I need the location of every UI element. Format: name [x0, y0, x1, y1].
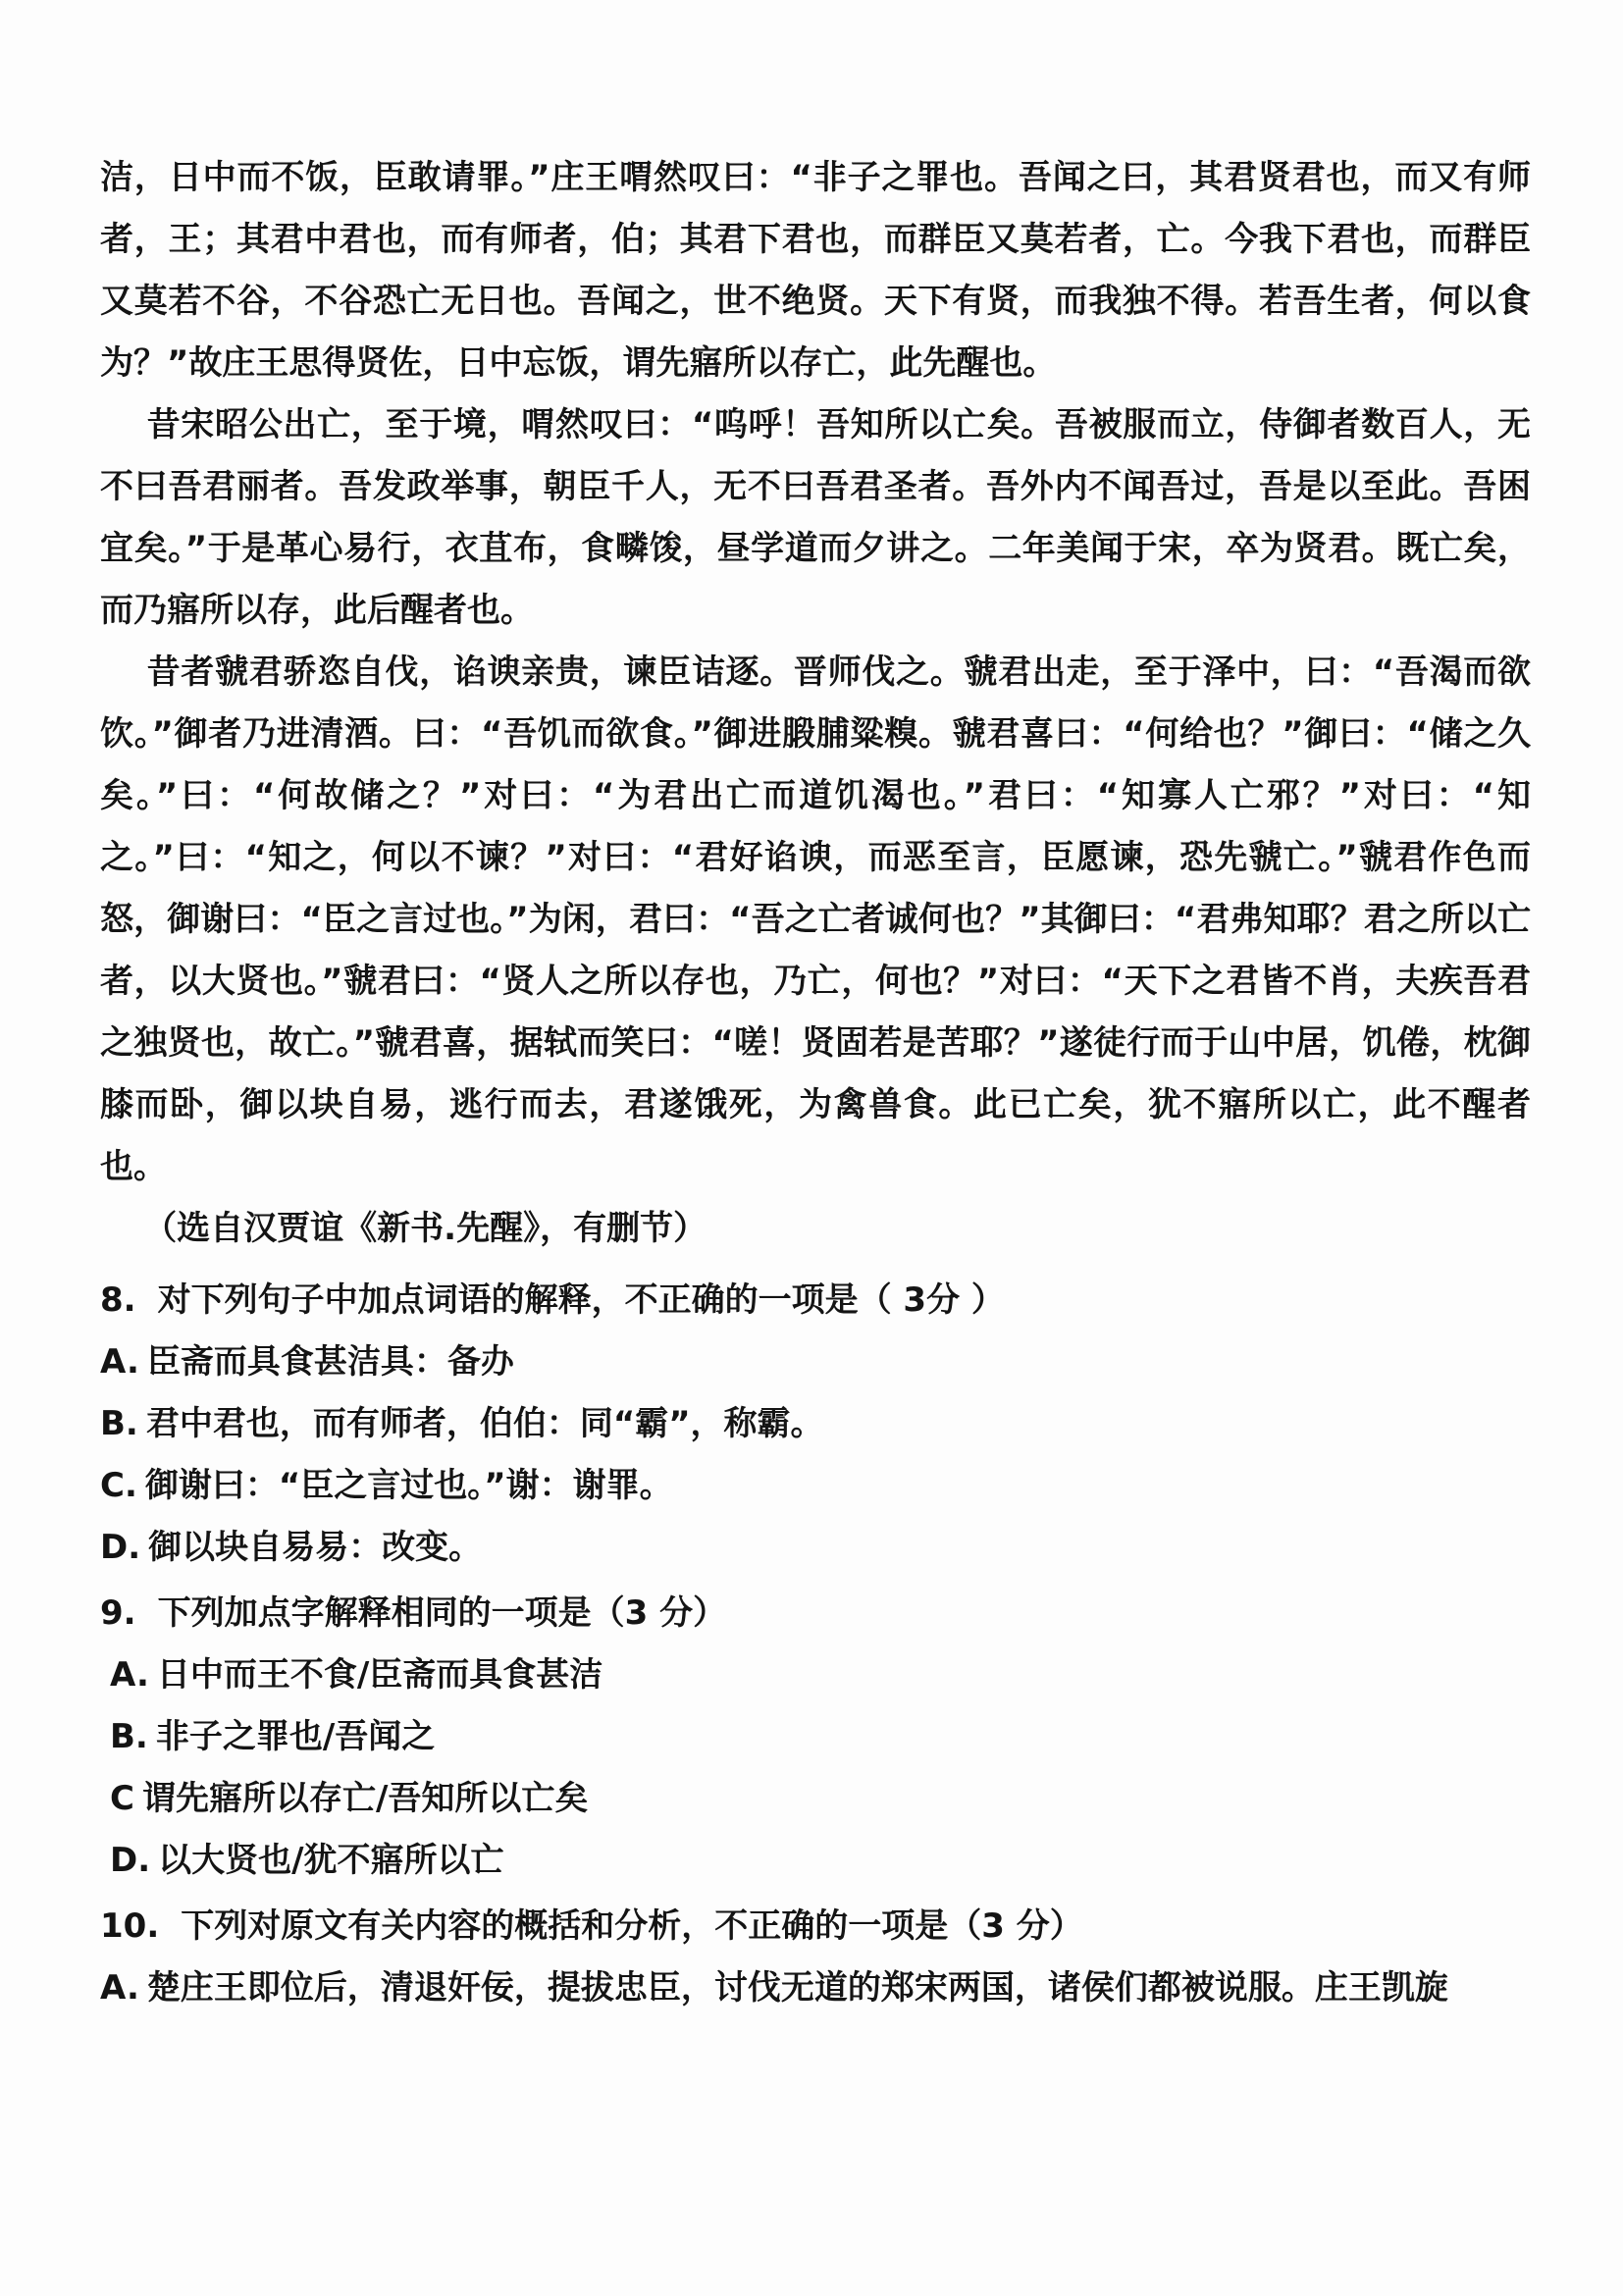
question-8-option-d-text: 御以块自易易：改变。	[148, 1528, 483, 1567]
question-9-option-b	[100, 1706, 1531, 1768]
question-8-option-d-label: D.	[100, 1528, 141, 1567]
question-8-option-a-text: 臣斋而具食甚洁具：备办	[146, 1342, 514, 1382]
question-9-stem: 下列加点字解释相同的一项是（3 分）	[157, 1593, 727, 1633]
body-paragraph-1: 洁，日中而不饭，臣敢请罪。”庄王喟然叹曰：“非子之罪也。吾闻之曰，其君贤君也，而又有师者，王；其君中君也，而有师者，伯；其君下君也，而群臣又莫若者，亡。今我下君也，而群臣又莫若不谷，不谷恐亡无日也。吾闻之，世不绝贤。天下有贤，而我独不得。若吾生者，何以食为？”故庄王思得贤佐，日中忘饭，谓先寤所以存亡，此先醒也。	[100, 158, 1531, 383]
body-paragraph-3: 昔者虢君骄恣自伐，谄谀亲贵，谏臣诘逐。晋师伐之。虢君出走，至于泽中，曰：“吾渴而欲饮。”御者乃进清酒。曰：“吾饥而欲食。”御进腶脯粱糗。虢君喜曰：“何给也？”御曰：“储之久矣。”曰：“何故储之？”对曰：“为君出亡而道饥渴也。”君曰：“知寡人亡邪？”对曰：“知之。”曰：“知之，何以不谏？”对曰：“君好谄谀，而恶至言，臣愿谏，恐先虢亡。”虢君作色而怒，御谢曰：“臣之言过也。”为闲，君曰：“吾之亡者诚何也？”其御曰：“君弗知耶？君之所以亡者，以大贤也。”虢君曰：“贤人之所以存也，乃亡，何也？”对曰：“天下之君皆不肖，夫疾吾君之独贤也，故亡。”虢君喜，据轼而笑曰：“嗟！贤固若是苦耶？”遂徒行而于山中居，饥倦，枕御膝而卧，御以块自易，逃行而去，君遂饿死，为禽兽食。此已亡矣，犹不寤所以亡，此不醒者也。	[100, 652, 1531, 1186]
question-9-stem-line	[100, 1583, 1531, 1644]
question-9-option-c-text: 谓先寤所以存亡/吾知所以亡矣	[141, 1779, 589, 1818]
question-9-option-a-text: 日中而王不食/臣斋而具食甚洁	[156, 1655, 603, 1695]
question-9-option-b-label: B.	[110, 1717, 148, 1756]
question-8-option-c-text: 御谢曰：“臣之言过也。”谢：谢罪。	[144, 1466, 673, 1505]
question-9	[100, 1583, 1531, 1892]
question-8-option-c-label: C.	[100, 1466, 137, 1505]
question-8-number: 8.	[100, 1280, 136, 1320]
question-8-stem: 对下列句子中加点词语的解释，不正确的一项是（ 3分 ）	[157, 1280, 1005, 1320]
question-10-option-a	[100, 1957, 1531, 2019]
question-10-option-a-text: 楚庄王即位后，清退奸佞，提拔忠臣，讨伐无道的郑宋两国，诸侯们都被说服。庄王凯旋	[146, 1968, 1448, 2008]
question-8-option-d	[100, 1517, 1531, 1579]
question-9-option-a	[100, 1644, 1531, 1706]
question-8-option-b-label: B.	[100, 1404, 138, 1443]
question-8-option-a	[100, 1331, 1531, 1393]
question-8-option-b-text: 君中君也，而有师者，伯伯：同“霸”，称霸。	[145, 1404, 824, 1443]
question-9-option-b-text: 非子之罪也/吾闻之	[155, 1717, 436, 1756]
question-9-option-c-label: C	[110, 1779, 134, 1818]
question-8-stem-line	[100, 1270, 1531, 1331]
question-10-option-a-label: A.	[100, 1968, 139, 2008]
question-9-option-d-text: 以大贤也/犹不寤所以亡	[158, 1841, 504, 1880]
body-paragraph-2: 昔宋昭公出亡，至于境，喟然叹曰：“呜呼！吾知所以亡矣。吾被服而立，侍御者数百人，无不曰吾君丽者。吾发政举事，朝臣千人，无不曰吾君圣者。吾外内不闻吾过，吾是以至此。吾困宜矣。”于是革心易行，衣苴布，食疄馂，昼学道而夕讲之。二年美闻于宋，卒为贤君。既亡矣，而乃寤所以存，此后醒者也。	[100, 405, 1531, 630]
question-9-option-d	[100, 1830, 1531, 1892]
question-10-stem: 下列对原文有关内容的概括和分析，不正确的一项是（3 分）	[181, 1906, 1083, 1946]
question-9-option-d-label: D.	[110, 1841, 151, 1880]
question-9-option-c	[100, 1768, 1531, 1830]
question-8-option-b	[100, 1393, 1531, 1455]
question-9-option-a-label: A.	[110, 1655, 149, 1695]
question-10-number: 10.	[100, 1906, 160, 1946]
question-9-number: 9.	[100, 1593, 136, 1633]
question-10-stem-line	[100, 1896, 1531, 1957]
question-10	[100, 1896, 1531, 2019]
question-8	[100, 1270, 1531, 1579]
source-attribution: （选自汉贾谊《新书.先醒》，有删节）	[143, 1209, 707, 1248]
question-8-option-a-label: A.	[100, 1342, 139, 1382]
question-8-option-c	[100, 1455, 1531, 1517]
